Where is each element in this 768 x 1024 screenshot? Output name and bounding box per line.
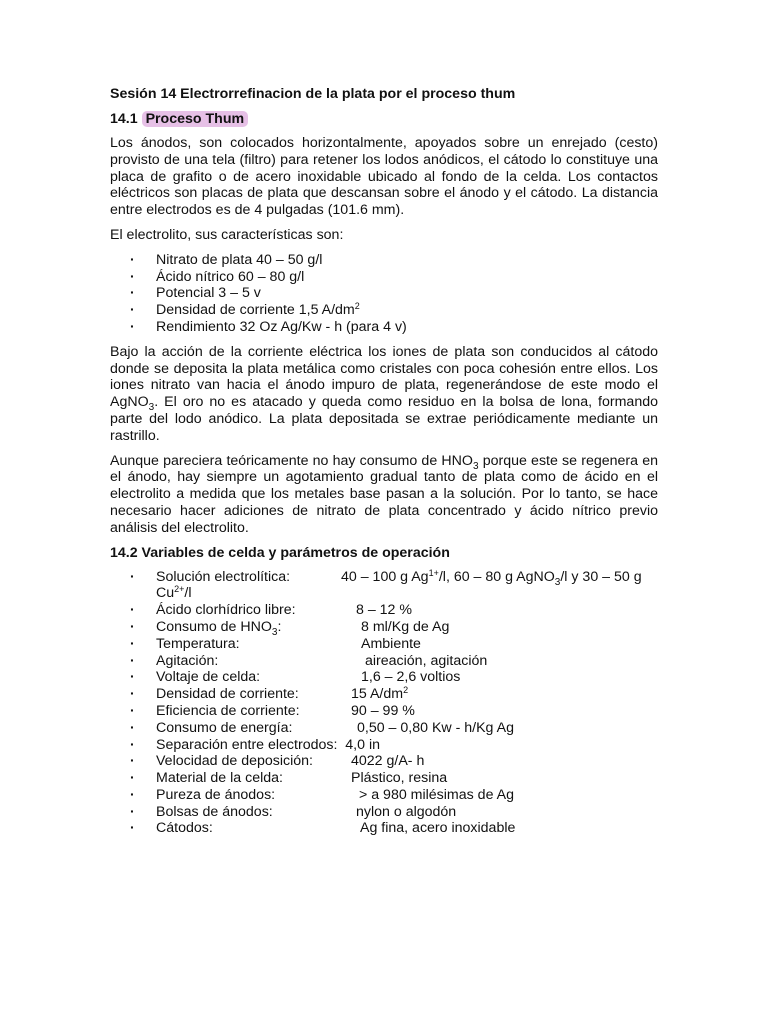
param-value: Ag fina, acero inoxidable: [360, 820, 516, 837]
paragraph-anodes: Los ánodos, son colocados horizontalmente, apoyados sobre un enrejado (cesto) provisto de una tela (filtro) para retener los lodos anódicos, el cátodo lo constituye una placa de grafito o de acero inoxidable ubicado al fondo de la celda. Los contactos eléctricos son placas de plata que descansan sobre el ánodo y el cátodo. La distancia entre electrodos es de 4 pulgadas (101.6 mm).: [110, 135, 658, 219]
param-row: [110, 636, 658, 653]
superscript: 2: [354, 301, 360, 312]
param-label: Separación entre electrodos:: [156, 736, 338, 753]
param-row: [110, 720, 658, 737]
param-value: nylon o algodón: [356, 803, 457, 820]
param-label: Densidad de corriente:: [156, 686, 299, 703]
param-row: [110, 686, 658, 703]
param-row: [110, 770, 658, 787]
param-label: Consumo de $HNO_3$:: [156, 618, 282, 638]
list-item-text: Densidad de corriente 1,5 A/dm: [156, 302, 355, 319]
text-run: Aunque pareciera teóricamente no hay consumo de HNO: [110, 452, 473, 469]
param-value: 0,50 – 0,80 Kw - h/Kg Ag: [357, 719, 514, 736]
param-label: Material de la celda:: [156, 770, 283, 787]
param-label: Ácido clorhídrico libre:: [156, 602, 296, 619]
param-label: Agitación:: [156, 652, 219, 669]
param-value: 4022 g/A- h: [351, 753, 425, 770]
document-title: Sesión 14 Electrorrefinacion de la plata por el proceso thum: [110, 86, 516, 102]
param-row: [110, 753, 658, 770]
parameters-list: [110, 569, 658, 838]
list-item: · Potencial 3 – 5 v: [110, 285, 658, 302]
paragraph-electrolyte-intro: El electrolito, sus características son:: [110, 226, 344, 243]
param-value: Plástico, resina: [351, 770, 448, 787]
param-value: 8 – 12 %: [356, 602, 413, 619]
param-label: Solución electrolítica:: [156, 568, 291, 585]
param-label: Voltaje de celda:: [156, 669, 261, 686]
param-value: 40 – 100 g $Ag^{1+}/l$, 60 – 80 g AgNO$_3$/l y 30 – 50 g: [341, 567, 642, 588]
param-label: Velocidad de deposición:: [156, 753, 313, 770]
param-row: [110, 619, 658, 636]
param-label: Temperatura:: [156, 635, 240, 652]
document-body: [110, 86, 658, 837]
param-label: Cátodos:: [156, 820, 213, 837]
param-row: [110, 804, 658, 821]
text-run: Bajo la acción de la corriente eléctrica los iones de plata son conducidos al cátodo donde se deposita la plata metálica como cristales con poca cohesión entre ellos. Los iones nitrato van hacia el ánodo impuro de plata, regenerándose de este modo el AgNO: [110, 343, 658, 411]
section-heading-14-2: 14.2 Variables de celda y parámetros de operación: [110, 544, 450, 561]
param-label: Consumo de energía:: [156, 719, 293, 736]
list-item: · Rendimiento 32 Oz Ag/Kw - h (para 4 v): [110, 319, 658, 336]
param-row: [110, 569, 658, 603]
text-run: porque este se regenera en el ánodo, hay siempre un agotamiento gradual tanto de plata como de ácido en el electrolito a medida que los metales base pasan a la solución. Por lo tanto, se hace necesario hacer adiciones de nitrato de plata concentrado y ácido nítrico previo análisis del electrolito.: [110, 452, 658, 536]
param-row: [110, 653, 658, 670]
param-value: > a 980 milésimas de Ag: [359, 786, 514, 803]
param-row: [110, 820, 658, 837]
param-row: [110, 669, 658, 686]
section-heading-14-1: [110, 111, 658, 128]
electrolyte-list: [110, 252, 658, 336]
list-item: [110, 302, 658, 319]
param-value-wrap: $Cu^{2+}/l$: [156, 584, 192, 602]
param-value: 8 ml/Kg de Ag: [361, 618, 450, 635]
param-value: Ambiente: [361, 635, 421, 652]
param-label: Bolsas de ánodos:: [156, 803, 273, 820]
list-item: · Ácido nítrico 60 – 80 g/l: [110, 269, 658, 286]
param-row: [110, 703, 658, 720]
paragraph-current-action: [110, 344, 658, 445]
section-number: 14.1: [110, 111, 138, 127]
paragraph-hno3: [110, 453, 658, 537]
highlighted-heading: Proceso Thum: [142, 111, 249, 127]
subscript: 3: [472, 460, 479, 472]
param-label: Eficiencia de corriente:: [156, 702, 300, 719]
text-run: . El oro no es atacado y queda como residuo en la bolsa de lona, formando parte del lodo anódico. La plata depositada se extrae periódicamente mediante un rastrillo.: [110, 394, 658, 444]
param-value: 4,0 in: [345, 736, 381, 753]
param-row: [110, 602, 658, 619]
param-row: [110, 737, 658, 754]
subscript: 3: [148, 401, 155, 413]
param-row: [110, 787, 658, 804]
param-value: 1,6 – 2,6 voltios: [361, 669, 461, 686]
param-value: 15 $A/dm^2$: [351, 685, 409, 703]
param-value: aireación, agitación: [365, 652, 488, 669]
param-label: Pureza de ánodos:: [156, 786, 276, 803]
param-value: 90 – 99 %: [351, 702, 415, 719]
list-item: · Nitrato de plata 40 – 50 g/l: [110, 252, 658, 269]
